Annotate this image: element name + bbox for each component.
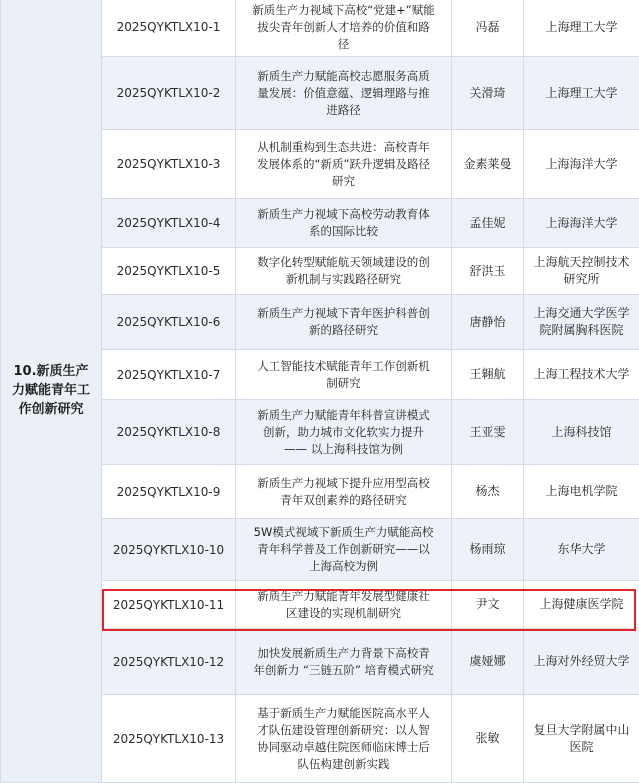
- project-code: 2025QYKTLX10-1: [102, 0, 236, 57]
- project-leader: 冯磊: [452, 0, 524, 57]
- project-title: 基于新质生产力赋能医院高水平人才队伍建设管理创新研究：以人智协同驱动卓越住院医师临床博士后队伍构建创新实践: [236, 695, 452, 783]
- project-leader: 杨杰: [452, 465, 524, 519]
- project-code: 2025QYKTLX10-3: [102, 130, 236, 199]
- project-title: 新质生产力视域下高校“党建+”赋能拔尖青年创新人才培养的价值和路径: [236, 0, 452, 57]
- project-title: 新质生产力视域下提升应用型高校青年双创素养的路径研究: [236, 465, 452, 519]
- category-cell: 10.新质生产力赋能青年工作创新研究: [1, 0, 102, 783]
- project-code: 2025QYKTLX10-11: [102, 581, 236, 629]
- project-org: 上海海洋大学: [524, 130, 639, 199]
- project-org: 上海交通大学医学院附属胸科医院: [524, 295, 639, 350]
- project-org: 上海工程技术大学: [524, 350, 639, 400]
- project-title: 新质生产力视域下高校劳动教育体系的国际比较: [236, 199, 452, 248]
- project-title: 新质生产力赋能青年发展型健康社区建设的实现机制研究: [236, 581, 452, 629]
- project-code: 2025QYKTLX10-4: [102, 199, 236, 248]
- project-title: 从机制重构到生态共进：高校青年发展体系的“新质”跃升逻辑及路径研究: [236, 130, 452, 199]
- project-code: 2025QYKTLX10-5: [102, 248, 236, 295]
- project-leader: 唐静怡: [452, 295, 524, 350]
- table-row: [1, 0, 639, 57]
- project-org: 上海理工大学: [524, 57, 639, 130]
- project-leader: 王亚雯: [452, 400, 524, 465]
- project-org: 上海海洋大学: [524, 199, 639, 248]
- project-org: 上海电机学院: [524, 465, 639, 519]
- project-leader: 尹文: [452, 581, 524, 629]
- project-code: 2025QYKTLX10-2: [102, 57, 236, 130]
- project-title: 人工智能技术赋能青年工作创新机制研究: [236, 350, 452, 400]
- project-leader: 关滑琦: [452, 57, 524, 130]
- project-leader: 王翱航: [452, 350, 524, 400]
- project-code: 2025QYKTLX10-8: [102, 400, 236, 465]
- project-title: 加快发展新质生产力背景下高校青年创新力 “三链五阶” 培育模式研究: [236, 629, 452, 695]
- project-code: 2025QYKTLX10-10: [102, 519, 236, 581]
- project-title: 数字化转型赋能航天领域建设的创新机制与实践路径研究: [236, 248, 452, 295]
- project-org: 上海健康医学院: [524, 581, 639, 629]
- project-title: 新质生产力赋能青年科普宣讲模式创新，助力城市文化软实力提升 —— 以上海科技馆为例: [236, 400, 452, 465]
- project-code: 2025QYKTLX10-7: [102, 350, 236, 400]
- project-leader: 舒洪玉: [452, 248, 524, 295]
- project-code: 2025QYKTLX10-9: [102, 465, 236, 519]
- project-org: 上海理工大学: [524, 0, 639, 57]
- project-leader: 孟佳妮: [452, 199, 524, 248]
- project-org: 东华大学: [524, 519, 639, 581]
- project-title: 新质生产力视域下青年医护科普创新的路径研究: [236, 295, 452, 350]
- project-org: 上海航天控制技术研究所: [524, 248, 639, 295]
- project-leader: 杨雨琼: [452, 519, 524, 581]
- project-code: 2025QYKTLX10-13: [102, 695, 236, 783]
- project-title: 新质生产力赋能高校志愿服务高质量发展：价值意蕴、逻辑理路与推进路径: [236, 57, 452, 130]
- project-code: 2025QYKTLX10-6: [102, 295, 236, 350]
- project-leader: 虞娅娜: [452, 629, 524, 695]
- project-leader: 金素莱曼: [452, 130, 524, 199]
- project-org: 上海对外经贸大学: [524, 629, 639, 695]
- project-code: 2025QYKTLX10-12: [102, 629, 236, 695]
- project-org: 上海科技馆: [524, 400, 639, 465]
- project-leader: 张敏: [452, 695, 524, 783]
- project-org: 复旦大学附属中山医院: [524, 695, 639, 783]
- project-title: 5W模式视域下新质生产力赋能高校青年科学普及工作创新研究——以上海高校为例: [236, 519, 452, 581]
